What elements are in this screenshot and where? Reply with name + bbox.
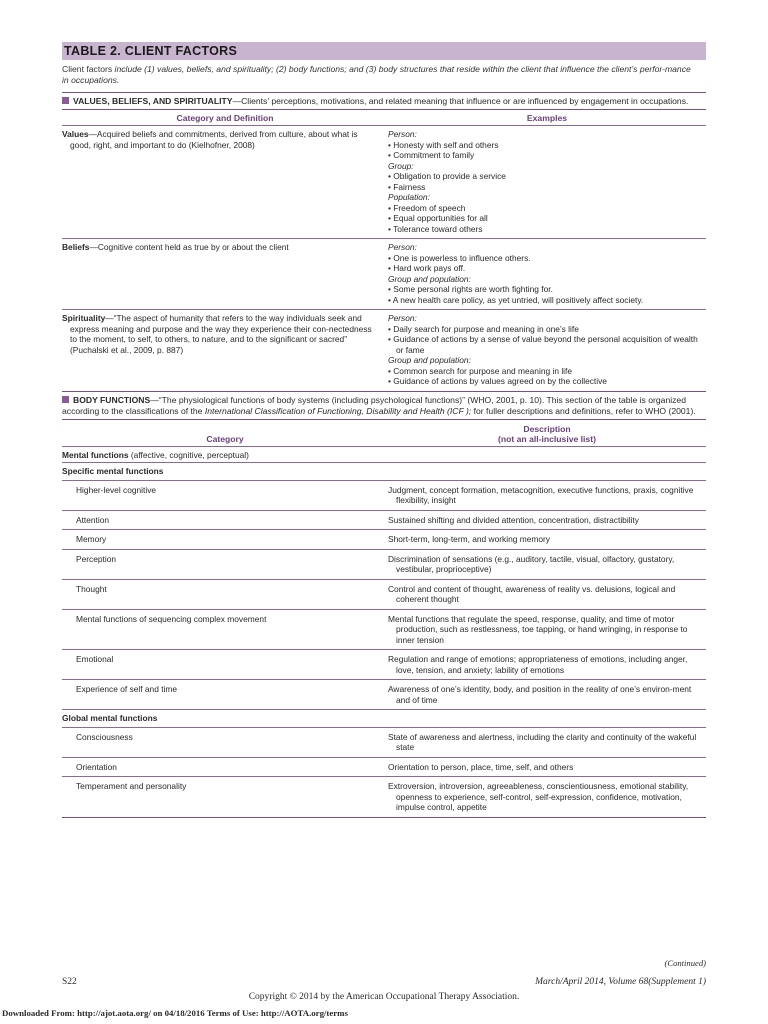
function-category: Mental functions of sequencing complex movement [76, 613, 267, 624]
function-row [62, 650, 706, 679]
function-description: Short-term, long-term, and working memory [388, 534, 550, 544]
examples-cell [388, 313, 706, 387]
intro-text: include (1) values, beliefs, and spirituality; (2) body functions; and (3) body structures that reside within the client that influence the client’s perfor-mance in occupations. [62, 64, 691, 85]
example-group-label: Group and population: [388, 273, 471, 284]
example-group-label: Group: [388, 160, 414, 171]
example-item: • One is powerless to influence others. [388, 252, 531, 263]
column-header-description-line2: (not an all-inclusive list) [498, 433, 596, 444]
examples-cell [388, 129, 706, 234]
example-item: • Fairness [388, 181, 426, 192]
global-mental-row [62, 710, 706, 727]
function-description: Awareness of one’s identity, body, and position in the reality of one’s environ-ment and of time [388, 684, 692, 705]
example-item: • Guidance of actions by a sense of value beyond the personal acquisition of wealth or fame [388, 334, 698, 355]
global-mental-label: Global mental functions [62, 713, 158, 723]
mental-functions-cell [62, 450, 388, 461]
example-item: • Tolerance toward others [388, 223, 483, 234]
example-group-label: Group and population: [388, 355, 471, 365]
section-description: —“The physiological functions of body systems (including psychological functions)” (WHO, 2001, p. 10). This section of the table is organized according to the classifications of the [62, 394, 686, 416]
example-group-label: Person: [388, 129, 417, 139]
section-heading: VALUES, BELIEFS, AND SPIRITUALITY [73, 96, 233, 106]
specific-mental-label: Specific mental functions [62, 466, 164, 476]
example-group-label: Person: [388, 242, 417, 252]
function-category: Perception [76, 553, 117, 564]
example-item: • Commitment to family [388, 150, 475, 160]
intro-lead: Client factors [62, 64, 115, 74]
function-description: Sustained shifting and divided attention, concentration, distractibility [388, 514, 639, 525]
function-description: Control and content of thought, awareness of reality vs. delusions, logical and coherent thought [388, 583, 676, 604]
value-row [62, 126, 706, 238]
function-category: Temperament and personality [76, 781, 187, 791]
example-item: • Daily search for purpose and meaning in one’s life [388, 323, 579, 334]
value-row [62, 310, 706, 391]
continued-note: (Continued) [664, 958, 706, 968]
table-intro [62, 64, 706, 86]
example-item: • Obligation to provide a service [388, 171, 506, 181]
column-header-category: Category [206, 433, 244, 444]
function-row [62, 530, 706, 549]
function-row [62, 511, 706, 530]
value-row [62, 239, 706, 309]
mental-functions-label: Mental functions [62, 449, 129, 460]
column-header-description-line1: Description [523, 423, 571, 434]
icf-title: International Classification of Functioning, Disability and Health (ICF ); [204, 405, 472, 416]
download-notice: Downloaded From: http://ajot.aota.org/ on 04/18/2016 Terms of Use: http://AOTA.org/terms [2, 1008, 348, 1018]
function-row [62, 580, 706, 609]
journal-info: March/April 2014, Volume 68(Supplement 1) [535, 977, 706, 987]
function-description: Mental functions that regulate the speed, response, quality, and time of motor production, such as restlessness, toe tapping, or hand wringing, in response to inner tension [388, 613, 688, 645]
example-item: • Freedom of speech [388, 202, 466, 213]
function-description: Judgment, concept formation, metacognition, executive functions, praxis, cognitive flexibility, insight [388, 484, 694, 505]
example-item: • Honesty with self and others [388, 139, 499, 150]
function-row [62, 777, 706, 817]
function-category: Emotional [76, 654, 114, 664]
section-marker-icon [62, 396, 69, 403]
category-definition [62, 313, 388, 387]
example-item: • Some personal rights are worth fighting for. [388, 284, 553, 294]
function-category: Experience of self and time [76, 684, 178, 694]
function-description: Extroversion, introversion, agreeableness, conscientiousness, emotional stability, openness to experience, self-control, self-expression, confidence, motivation, impulse control, appetite [388, 781, 689, 812]
function-row [62, 758, 706, 777]
category-definition-text: —Cognitive content held as true by or about the client [89, 242, 289, 252]
example-item: • Guidance of actions by values agreed on by the collective [388, 376, 607, 386]
function-description: Orientation to person, place, time, self, and others [388, 761, 574, 772]
category-term: Values [62, 129, 89, 139]
global-functions-body [62, 727, 706, 817]
page-number: S22 [62, 977, 77, 987]
table-bottom-rule [62, 817, 706, 818]
example-item: • Common search for purpose and meaning in life [388, 365, 573, 376]
function-category: Consciousness [76, 731, 133, 742]
function-row [62, 481, 706, 510]
function-category: Higher-level cognitive [76, 484, 157, 495]
function-category: Memory [76, 534, 107, 544]
copyright-notice: Copyright © 2014 by the American Occupational Therapy Association. [248, 992, 520, 1002]
specific-mental-row [62, 463, 706, 480]
category-definition [62, 242, 388, 305]
section-marker-icon [62, 97, 69, 104]
example-group-label: Person: [388, 313, 417, 323]
mental-functions-note: (affective, cognitive, perceptual) [128, 449, 249, 460]
function-description: State of awareness and alertness, including the clarity and continuity of the wakeful state [388, 731, 697, 752]
section-body-functions-header [62, 392, 706, 419]
column-header-examples: Examples [526, 113, 568, 123]
function-row [62, 728, 706, 757]
mental-functions-row [62, 447, 706, 463]
section-description: —Clients’ perceptions, motivations, and related meaning that influence or are influenced by engagement in occupations. [232, 96, 689, 106]
examples-cell [388, 242, 706, 305]
function-category: Orientation [76, 761, 117, 772]
function-category: Thought [76, 583, 107, 594]
category-definition [62, 129, 388, 234]
category-definition-text: —Acquired beliefs and commitments, derived from culture, about what is good, right, and important to do (Kielhofner, 2008) [70, 129, 358, 150]
example-item: • Equal opportunities for all [388, 213, 488, 223]
specific-functions-body [62, 480, 706, 710]
section-description-end: for fuller descriptions and definitions, refer to WHO (2001). [471, 405, 696, 416]
table-title: TABLE 2. CLIENT FACTORS [62, 42, 706, 60]
function-category: Attention [76, 514, 110, 525]
category-term: Beliefs [62, 242, 90, 252]
column-header-description [388, 424, 706, 444]
example-item: • A new health care policy, as yet untried, will positively affect society. [388, 294, 644, 305]
category-definition-text: —“The aspect of humanity that refers to the way individuals seek and express meaning and purpose and the way they experience their con-nectedness to the moment, to self, to others, to nature, and to the significant or sacred” (Puchalski et al., 2009, p. 887) [70, 313, 372, 355]
section-heading: BODY FUNCTIONS [73, 394, 151, 405]
column-header-category: Category and Definition [176, 113, 274, 123]
function-description: Regulation and range of emotions; appropriateness of emotions, including anger, love, tension, and anxiety; lability of emotions [388, 654, 688, 675]
column-headers [62, 110, 706, 125]
values-table-body [62, 126, 706, 391]
function-description: Discrimination of sensations (e.g., auditory, tactile, visual, olfactory, gustatory, vestibular, proprioceptive) [388, 553, 675, 574]
function-row [62, 680, 706, 709]
function-row [62, 610, 706, 650]
function-row [62, 550, 706, 579]
section-values-header [62, 93, 706, 109]
example-group-label: Population: [388, 192, 430, 202]
category-term: Spirituality [62, 313, 106, 323]
document-page [62, 42, 706, 818]
column-headers [62, 420, 706, 446]
example-item: • Hard work pays off. [388, 263, 466, 273]
